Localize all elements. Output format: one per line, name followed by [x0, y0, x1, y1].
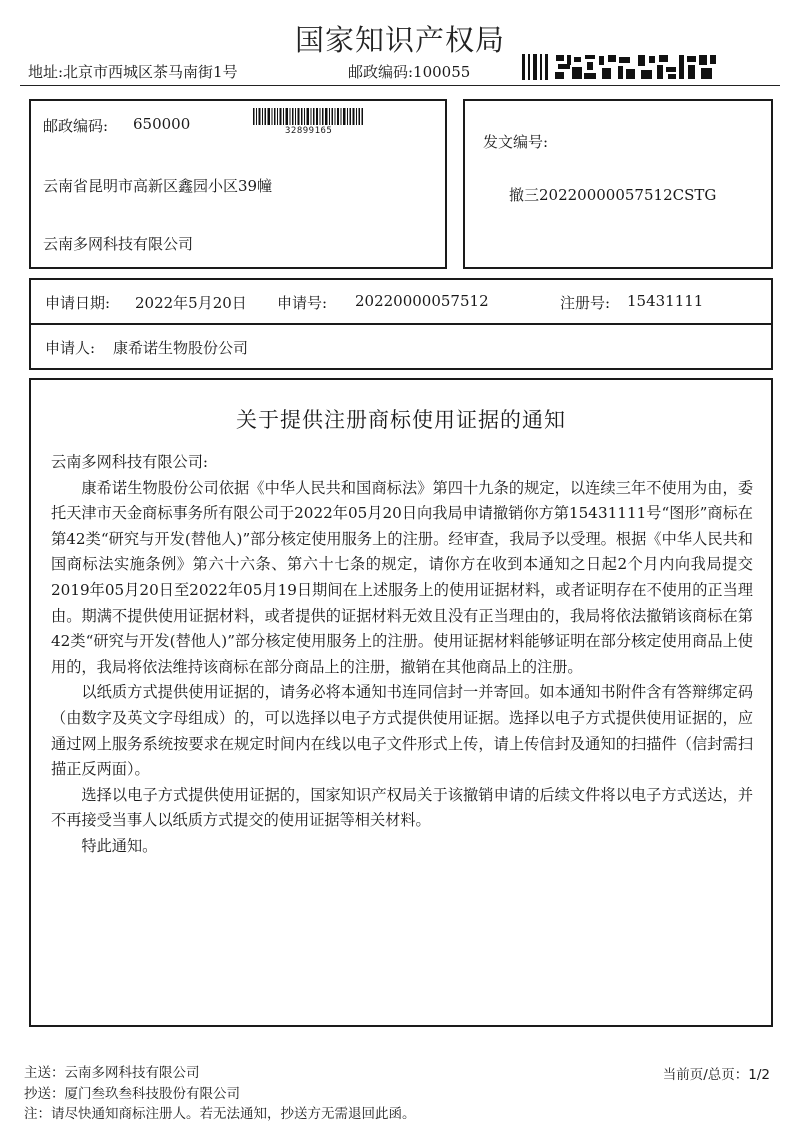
- agency-address: 地址:北京市西城区茶马南街1号: [28, 63, 238, 81]
- recipient-box: [29, 99, 447, 269]
- footer-note: 注：请尽快通知商标注册人。若无法通知，抄送方无需退回此函。: [24, 1106, 416, 1122]
- footer-cc: 抄送：厦门叁玖叁科技股份有限公司: [24, 1085, 240, 1102]
- notice-paragraph: 选择以电子方式提供使用证据的，国家知识产权局关于该撤销申请的后续文件将以电子方式送达，并不再接受当事人以纸质方式提交的使用证据等相关材料。: [51, 785, 753, 830]
- applicant-value: 康希诺生物股份公司: [113, 339, 249, 357]
- application-number-value: 20220000057512: [355, 292, 489, 310]
- application-date-value: 2022年5月20日: [135, 294, 247, 312]
- barcode-icon: [253, 108, 363, 125]
- agency-title: 国家知识产权局: [294, 23, 505, 57]
- barcode-number: 32899165: [285, 126, 333, 136]
- application-info-box: [29, 278, 773, 370]
- application-number-label: 申请号:: [277, 294, 328, 312]
- notice-body: [51, 450, 753, 860]
- agency-postcode: 邮政编码:100055: [348, 63, 471, 81]
- recipient-address: 云南省昆明市高新区鑫园小区39幢: [43, 177, 273, 195]
- notice-body-box: [29, 378, 773, 1027]
- document-number-label: 发文编号:: [483, 133, 549, 151]
- notice-paragraph: 以纸质方式提供使用证据的，请务必将本通知书连同信封一并寄回。如本通知书附件含有答辩绑定码（由数字及英文字母组成）的，可以选择以电子方式提供使用证据。选择以电子方式提供使用证据的，应通过网上服务系统按要求在规定时间内在线以电子文件形式上传，请上传信封及通知的扫描件（信封需扫描正反两面）。: [51, 683, 753, 779]
- notice-title: 关于提供注册商标使用证据的通知: [236, 408, 566, 432]
- application-date-label: 申请日期:: [45, 294, 111, 312]
- header-divider: [20, 85, 780, 86]
- registration-number-label: 注册号:: [560, 294, 611, 312]
- document-number-box: [463, 99, 773, 269]
- footer-main-recipient: 主送：云南多网科技有限公司: [24, 1065, 200, 1081]
- notice-closing: 特此通知。: [81, 836, 158, 855]
- qr-code-strip-icon: [522, 52, 722, 82]
- recipient-company: 云南多网科技有限公司: [43, 235, 194, 253]
- recipient-postcode-value: 650000: [133, 115, 191, 133]
- notice-salutation: 云南多网科技有限公司:: [51, 453, 208, 471]
- registration-number-value: 15431111: [627, 292, 704, 310]
- info-divider: [31, 323, 771, 325]
- page-indicator: 当前页/总页：1/2: [662, 1067, 770, 1083]
- notice-paragraph: 康希诺生物股份公司依据《中华人民共和国商标法》第四十九条的规定，以连续三年不使用为由，委托天津市天金商标事务所有限公司于2022年05月20日向我局申请撤销你方第15431111号“图形”商标在第42类“研究与开发(替他人)”部分核定使用服务上的注册。经审查，我局予以受理。根据《中华人民共和国商标法实施条例》第六十六条、第六十七条的规定，请你方在收到本通知之日起2个月内向我局提交2019年05月20日至2022年05月19日期间在上述服务上的使用证据材料，或者证明存在不使用的正当理由。期满不提供使用证据材料，或者提供的证据材料无效且没有正当理由的，我局将依法撤销该商标在第42类“研究与开发(替他人)”部分核定使用服务上的注册。使用证据材料能够证明在部分核定使用商品上使用的，我局将依法维持该商标在部分商品上的注册，撤销在其他商品上的注册。: [51, 478, 753, 676]
- recipient-postcode-label: 邮政编码:: [43, 117, 109, 135]
- document-number-value: 撤三20220000057512CSTG: [509, 186, 717, 204]
- applicant-label: 申请人:: [45, 339, 96, 357]
